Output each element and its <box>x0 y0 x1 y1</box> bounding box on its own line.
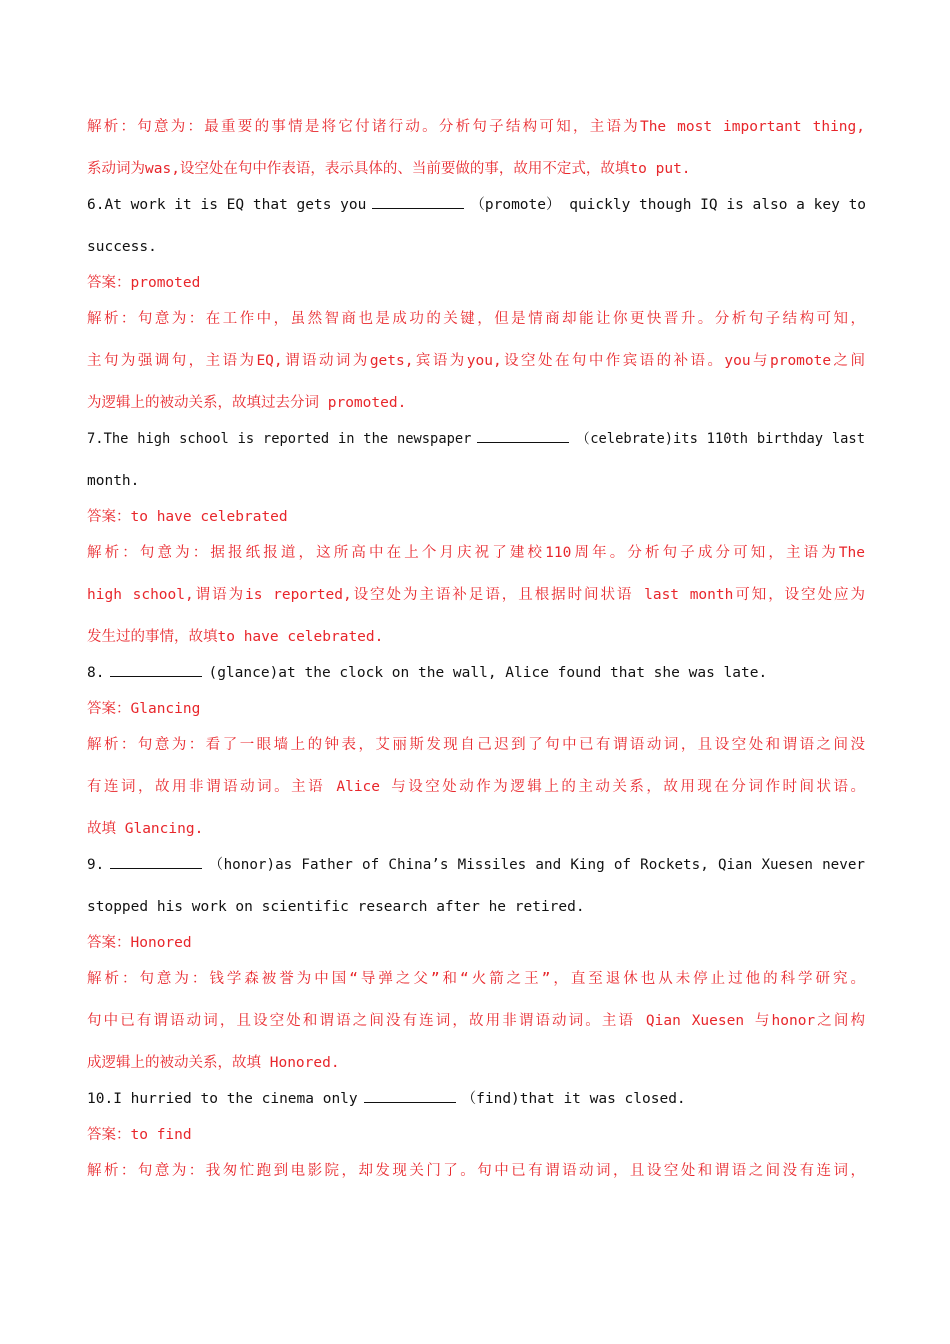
question-line: month. <box>87 473 140 489</box>
question-number: 8. <box>87 665 105 681</box>
analysis-line: 有连词，故用非谓语动词。主语 Alice 与设空处动作为逻辑上的主动关系，故用现在分词作时间状语。 <box>87 779 865 795</box>
question-number: 6. <box>87 197 105 213</box>
question-text: (glance)at the clock on the wall, Alice found that she was late. <box>208 665 768 681</box>
question-9 <box>87 852 865 894</box>
answer-8: 答案：Glancing <box>87 701 201 717</box>
question-line: success. <box>87 239 157 255</box>
question-text: I hurried to the cinema only <box>113 1091 358 1107</box>
question-text: （promote） quickly though IQ is also a key to <box>470 197 867 213</box>
analysis-line: 句中已有谓语动词，且设空处和谓语之间没有连词，故用非谓语动词。主语 Qian Xuesen 与honor之间构 <box>87 1013 865 1029</box>
question-number: 9. <box>87 857 105 873</box>
answer-blank <box>110 854 202 869</box>
analysis-line: high school,谓语为is reported,设空处为主语补足语，且根据时间状语 last month可知，设空处应为 <box>87 587 865 603</box>
question-text: （honor)as Father of China’s Missiles and King of Rockets, Qian Xuesen never <box>208 857 865 873</box>
question-text: The high school is reported in the newspaper <box>103 431 472 447</box>
analysis-line: 系动词为was,设空处在句中作表语，表示具体的、当前要做的事，故用不定式，故填to put. <box>87 161 691 177</box>
analysis-line: 主句为强调句，主语为EQ,谓语动词为gets,宾语为you,设空处在句中作宾语的补语。you与promote之间 <box>87 353 865 369</box>
analysis-line: 成逻辑上的被动关系，故填 Honored. <box>87 1055 340 1071</box>
analysis-line: 解析：句意为：最重要的事情是将它付诸行动。分析句子结构可知，主语为The most important thing, <box>87 119 865 135</box>
question-text: At work it is EQ that gets you <box>104 197 367 213</box>
answer-10: 答案：to find <box>87 1127 192 1143</box>
answer-blank <box>477 428 569 443</box>
question-number: 10. <box>87 1091 114 1107</box>
answer-blank <box>372 194 464 209</box>
question-text: （celebrate)its 110th birthday last <box>575 431 865 447</box>
question-line: stopped his work on scientific research after he retired. <box>87 899 585 915</box>
analysis-line: 解析：句意为：看了一眼墙上的钟表，艾丽斯发现自己迟到了句中已有谓语动词，且设空处和谓语之间没 <box>87 737 865 753</box>
analysis-line: 解析：句意为：钱学森被誉为中国“导弹之父”和“火箭之王”，直至退休也从未停止过他的科学研究。 <box>87 971 865 987</box>
question-6 <box>87 192 865 234</box>
question-number: 7. <box>87 431 104 447</box>
page-content <box>87 114 865 1200</box>
analysis-line: 解析：句意为：在工作中，虽然智商也是成功的关键，但是情商却能让你更快晋升。分析句子结构可知， <box>87 311 865 327</box>
answer-7: 答案：to have celebrated <box>87 509 288 525</box>
question-8 <box>87 660 865 696</box>
analysis-line: 发生过的事情，故填to have celebrated. <box>87 629 384 645</box>
analysis-line: 解析：句意为：据报纸报道，这所高中在上个月庆祝了建校110周年。分析句子成分可知，主语为The <box>87 545 865 561</box>
answer-9: 答案：Honored <box>87 935 192 951</box>
question-10 <box>87 1086 865 1122</box>
question-7 <box>87 426 865 468</box>
analysis-line: 为逻辑上的被动关系，故填过去分词 promoted. <box>87 395 407 411</box>
analysis-line: 解析：句意为：我匆忙跑到电影院，却发现关门了。句中已有谓语动词，且设空处和谓语之间没有连词， <box>87 1163 865 1179</box>
answer-blank <box>110 662 202 677</box>
analysis-line: 故填 Glancing. <box>87 821 204 837</box>
question-text: （find)that it was closed. <box>461 1091 686 1107</box>
answer-blank <box>364 1088 456 1103</box>
answer-6: 答案：promoted <box>87 275 201 291</box>
